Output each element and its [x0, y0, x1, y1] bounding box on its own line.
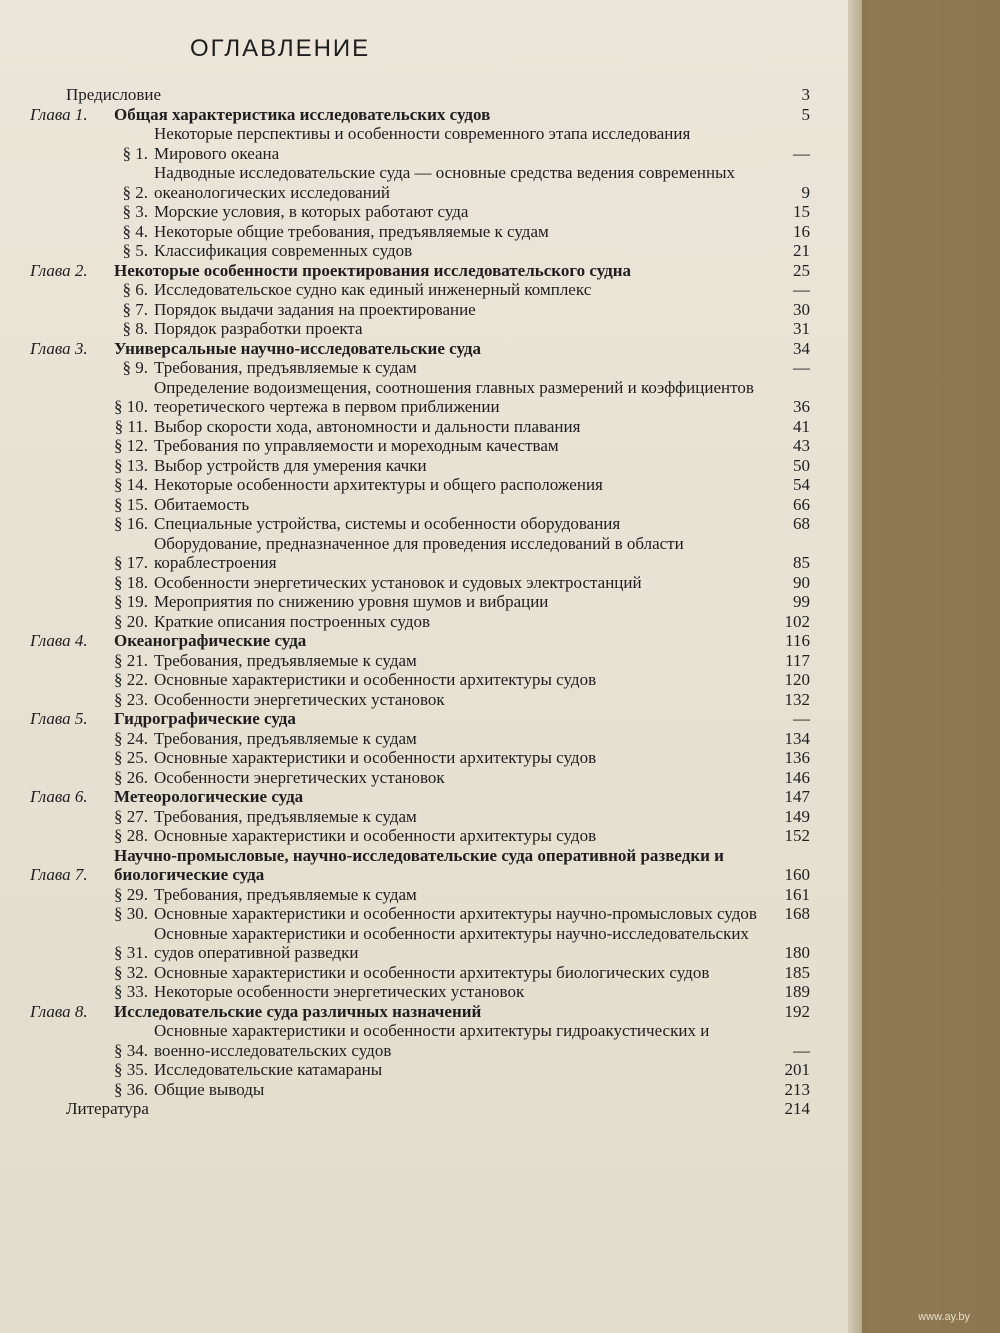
entry-label: Требования, предъявляемые к судам	[154, 358, 417, 377]
entry-label: Краткие описания построенных судов	[154, 611, 431, 631]
page-number: 85	[793, 553, 810, 572]
page-number: 99	[793, 592, 810, 611]
entry-label: Морские условия, в которых работают суда	[154, 202, 469, 221]
entry-label: Порядок разработки проекта	[154, 319, 363, 338]
toc-section	[30, 300, 810, 320]
entry-label: Основные характеристики и особенности архитектуры судов	[154, 826, 597, 845]
toc-section	[30, 495, 810, 515]
entry-label: Исследовательские катамараны	[154, 1060, 383, 1079]
toc-section	[30, 222, 810, 242]
entry-label: Некоторые особенности архитектуры и общего расположения	[154, 475, 603, 494]
page-number: 146	[784, 767, 810, 787]
page-number: —	[793, 358, 810, 377]
page-number: 15	[793, 202, 810, 221]
section-number: § 7.	[122, 299, 148, 319]
chapter-number: Глава 7.	[30, 865, 88, 884]
toc-section	[30, 573, 810, 593]
entry-label: Основные характеристики и особенности архитектуры гидроакустических и военно-исследовательских судов	[154, 1021, 710, 1060]
page-number: 134	[784, 728, 810, 748]
toc-section	[30, 651, 810, 671]
section-number: § 19.	[114, 592, 148, 611]
entry-label: Основные характеристики и особенности архитектуры судов	[154, 670, 597, 689]
page-number: 25	[793, 260, 810, 280]
entry-label: Требования, предъявляемые к судам	[154, 806, 417, 826]
section-number: § 20.	[114, 611, 148, 631]
toc-section	[30, 358, 810, 378]
page-number: 50	[793, 455, 810, 475]
entry-label: Выбор устройств для умерения качки	[154, 455, 427, 475]
section-number: § 30.	[114, 904, 148, 923]
toc-section	[30, 768, 810, 788]
chapter-number: Глава 4.	[30, 631, 88, 650]
entry-label: Классификация современных судов	[154, 241, 413, 260]
toc-section	[30, 1060, 810, 1080]
section-number: § 18.	[114, 572, 148, 592]
page-number: —	[793, 143, 810, 163]
toc-section	[30, 456, 810, 476]
page-number: 66	[793, 494, 810, 514]
chapter-number: Глава 1.	[30, 104, 88, 124]
section-number: § 16.	[114, 514, 148, 533]
entry-label: Основные характеристики и особенности архитектуры судов	[154, 748, 597, 767]
section-number: § 21.	[114, 650, 148, 670]
page-number: 5	[801, 104, 810, 124]
toc-entry	[30, 1099, 810, 1119]
page-title: ОГЛАВЛЕНИЕ	[190, 35, 371, 62]
entry-label: Требования по управляемости и мореходным качествам	[154, 436, 559, 455]
toc-section	[30, 378, 810, 417]
page-number: 192	[784, 1001, 810, 1021]
entry-label: Океанографические суда	[114, 631, 307, 650]
section-number: § 23.	[114, 689, 148, 709]
entry-label: Оборудование, предназначенное для проведения исследований в области кораблестроения	[154, 533, 684, 572]
page-number: —	[793, 280, 810, 299]
toc-section	[30, 670, 810, 690]
page-number: 136	[784, 748, 810, 767]
entry-label: Порядок выдачи задания на проектирование	[154, 299, 476, 319]
entry-label: Особенности энергетических установок	[154, 689, 445, 709]
chapter-number: Глава 6.	[30, 787, 88, 806]
toc-section	[30, 885, 810, 905]
page-number: 54	[793, 475, 810, 494]
toc-section	[30, 982, 810, 1002]
toc-section	[30, 748, 810, 768]
entry-label: Основные характеристики и особенности архитектуры научно-исследовательских судов оперативной разведки	[154, 923, 749, 962]
section-number: § 1.	[122, 143, 148, 163]
page-number: 201	[784, 1060, 810, 1079]
entry-label: Требования, предъявляемые к судам	[154, 650, 417, 670]
toc-section	[30, 904, 810, 924]
entry-label: Требования, предъявляемые к судам	[154, 728, 417, 748]
toc-chapter	[30, 787, 810, 807]
entry-label: Некоторые перспективы и особенности современного этапа исследования Мирового океана	[154, 124, 691, 163]
page-number: 9	[801, 182, 810, 202]
section-number: § 17.	[114, 553, 148, 572]
toc-section	[30, 807, 810, 827]
entry-label: Основные характеристики и особенности архитектуры научно-промысловых судов	[154, 904, 757, 923]
section-number: § 33.	[114, 982, 148, 1001]
section-number: § 28.	[114, 826, 148, 845]
page-number: 160	[784, 865, 810, 884]
entry-label: Некоторые особенности энергетических установок	[154, 982, 525, 1001]
entry-label: Особенности энергетических установок	[154, 767, 445, 787]
page-number: 43	[793, 436, 810, 455]
entry-label: Литература	[66, 1099, 149, 1118]
entry-label: Специальные устройства, системы и особенности оборудования	[154, 514, 621, 533]
entry-label: Предисловие	[66, 85, 162, 104]
page-number: 161	[784, 884, 810, 904]
entry-label: Научно-промысловые, научно-исследовательские суда оперативной разведки и биологические суда	[114, 845, 724, 884]
entry-label: Общая характеристика исследовательских судов	[114, 104, 491, 124]
toc-section	[30, 475, 810, 495]
entry-label: Надводные исследовательские суда — основные средства ведения современных океанологических исследований	[154, 163, 736, 202]
section-number: § 11.	[114, 416, 148, 436]
toc-entry	[30, 85, 810, 105]
toc-section	[30, 729, 810, 749]
section-number: § 31.	[114, 943, 148, 962]
entry-label: Определение водоизмещения, соотношения главных размерений и коэффициентов теоретического чертежа в первом приближении	[154, 377, 754, 416]
toc-section	[30, 124, 810, 163]
toc-chapter	[30, 846, 810, 885]
page-number: 147	[784, 787, 810, 806]
page-number: 189	[784, 982, 810, 1001]
toc-chapter	[30, 105, 810, 125]
toc-chapter	[30, 1002, 810, 1022]
toc-list	[30, 85, 810, 1119]
page-number: 185	[784, 962, 810, 982]
page-number: 117	[785, 650, 810, 670]
toc-section	[30, 612, 810, 632]
page-number: 102	[784, 611, 810, 631]
toc-chapter	[30, 339, 810, 359]
section-number: § 26.	[114, 767, 148, 787]
entry-label: Исследовательское судно как единый инженерный комплекс	[154, 280, 592, 299]
section-number: § 6.	[122, 280, 148, 299]
page-number: 180	[784, 943, 810, 962]
chapter-number: Глава 2.	[30, 260, 88, 280]
chapter-number: Глава 5.	[30, 709, 88, 728]
toc-section	[30, 241, 810, 261]
section-number: § 3.	[122, 202, 148, 221]
page-edge	[848, 0, 862, 1333]
entry-label: Некоторые особенности проектирования исследовательского судна	[114, 260, 632, 280]
toc-section	[30, 417, 810, 437]
page-number: 213	[784, 1079, 810, 1099]
section-number: § 5.	[122, 241, 148, 260]
toc-section	[30, 436, 810, 456]
watermark: www.ay.by	[918, 1311, 970, 1323]
toc-chapter	[30, 709, 810, 729]
toc-section	[30, 1021, 810, 1060]
section-number: § 32.	[114, 962, 148, 982]
toc-section	[30, 1080, 810, 1100]
page-number: 116	[785, 631, 810, 650]
section-number: § 10.	[114, 397, 148, 416]
section-number: § 22.	[114, 670, 148, 689]
toc-section	[30, 319, 810, 339]
entry-label: Основные характеристики и особенности архитектуры биологических судов	[154, 962, 710, 982]
section-number: § 15.	[114, 494, 148, 514]
section-number: § 9.	[122, 358, 148, 377]
entry-label: Исследовательские суда различных назначений	[114, 1001, 482, 1021]
toc-chapter	[30, 631, 810, 651]
section-number: § 13.	[114, 455, 148, 475]
section-number: § 36.	[114, 1079, 148, 1099]
page-number: 21	[793, 241, 810, 260]
section-number: § 25.	[114, 748, 148, 767]
entry-label: Метеорологические суда	[114, 787, 304, 806]
entry-label: Универсальные научно-исследовательские суда	[114, 338, 481, 358]
toc-section	[30, 963, 810, 983]
section-number: § 14.	[114, 475, 148, 494]
toc-section	[30, 534, 810, 573]
entry-label: Выбор скорости хода, автономности и дальности плавания	[154, 416, 581, 436]
page-number: —	[793, 1040, 810, 1060]
entry-label: Гидрографические суда	[114, 709, 296, 728]
toc-section	[30, 202, 810, 222]
page-number: 168	[784, 904, 810, 923]
page-number: 90	[793, 572, 810, 592]
toc-section	[30, 514, 810, 534]
toc-section	[30, 163, 810, 202]
page-number: 30	[793, 299, 810, 319]
section-number: § 24.	[114, 728, 148, 748]
page-number: 214	[784, 1099, 810, 1118]
section-number: § 29.	[114, 884, 148, 904]
toc-chapter	[30, 261, 810, 281]
section-number: § 12.	[114, 436, 148, 455]
section-number: § 8.	[122, 319, 148, 338]
entry-label: Требования, предъявляемые к судам	[154, 884, 417, 904]
section-number: § 4.	[122, 221, 148, 241]
page-number: 16	[793, 221, 810, 241]
page-number: 34	[793, 338, 810, 358]
section-number: § 27.	[114, 806, 148, 826]
section-number: § 34.	[114, 1040, 148, 1060]
entry-label: Некоторые общие требования, предъявляемые к судам	[154, 221, 549, 241]
toc-section	[30, 924, 810, 963]
entry-label: Обитаемость	[154, 494, 250, 514]
entry-label: Особенности энергетических установок и судовых электростанций	[154, 572, 642, 592]
page-number: 152	[784, 826, 810, 845]
page-number: 68	[793, 514, 810, 533]
page-number: 132	[784, 689, 810, 709]
toc-content	[30, 35, 810, 1119]
chapter-number: Глава 8.	[30, 1001, 88, 1021]
toc-section	[30, 826, 810, 846]
chapter-number: Глава 3.	[30, 338, 88, 358]
page-number: —	[793, 709, 810, 728]
page-number: 120	[784, 670, 810, 689]
page-number: 31	[793, 319, 810, 338]
toc-section	[30, 690, 810, 710]
section-number: § 35.	[114, 1060, 148, 1079]
page-number: 36	[793, 397, 810, 416]
page-number: 3	[801, 85, 810, 104]
section-number: § 2.	[122, 182, 148, 202]
page-number: 149	[784, 806, 810, 826]
toc-section	[30, 280, 810, 300]
toc-section	[30, 592, 810, 612]
entry-label: Общие выводы	[154, 1079, 265, 1099]
page-number: 41	[793, 416, 810, 436]
entry-label: Мероприятия по снижению уровня шумов и вибрации	[154, 592, 549, 611]
